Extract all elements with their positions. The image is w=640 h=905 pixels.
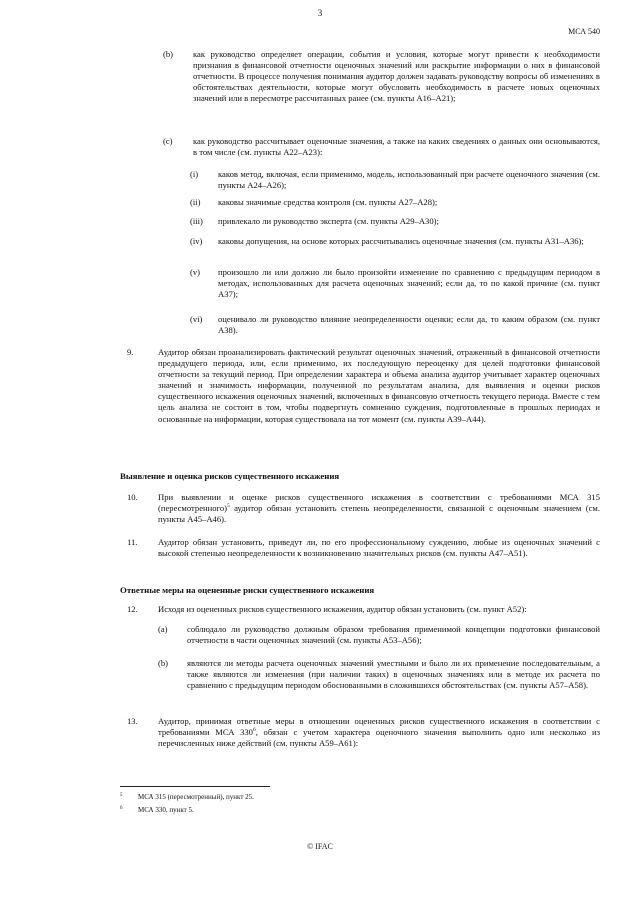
item-c-label: (c): [163, 136, 173, 146]
paragraph-12b-label: (b): [158, 658, 169, 668]
footnote-ref-6[interactable]: 6: [252, 727, 256, 734]
paragraph-12-text: Исходя из оцененных рисков существенного искажения, аудитор обязан установить (см. пункт А52):: [158, 604, 527, 614]
item-c-v-label: (v): [190, 267, 201, 277]
paragraph-9-text: Аудитор обязан проанализировать фактический результат оценочных значений, отраженный в финансовой отчетности предыдущего периода, или, если применимо, их последующую переоценку для целей подготовки финансовой отчетности за текущий период. При определении характера и объема анализа аудитор учитывает характер оценочных значений и значимость информации, полученной по результатам анализа, для выявления и оценки рисков существенного искажения оценочных значений, включенных в финансовую отчетность текущего периода. Вместе с тем цель анализа не состоит в том, чтобы подвергнуть сомнению суждения, подготовленные в прошлых периодах и основанные на информации, которая существовала на тот момент (см. пункты А39–А44).: [158, 347, 600, 424]
item-c-iii-text: привлекало ли руководство эксперта (см. пункты А29–А30);: [218, 216, 439, 226]
item-c-iv-text: каковы допущения, на основе которых рассчитывались оценочные значения (см. пункты А31–А36);: [218, 236, 584, 246]
paragraph-10-text: При выявлении и оценке рисков существенного искажения в соответствии с требованиями МСА 315 (пересмотренного)$^5$ аудитор обязан установить степень неопределенности, связанной с оценочным значением (см. пункты А45–А46).: [158, 492, 600, 525]
item-c-vi-label: (vi): [190, 314, 203, 324]
item-c-text: как руководство рассчитывает оценочные значения, а также на каких сведениях о данных они основываются, в том числе (см. пункты А22–А23):: [193, 136, 600, 158]
item-b-text: как руководство определяет операции, события и условия, которые могут привести к необходимости признания в финансовой отчетности оценочных значений или раскрытие информации о них в финансовой отчетности. В процессе получения понимания аудитор должен задавать руководству вопросы об изменениях в обстоятельствах деятельности, которые могут обусловить необходимость в расчете новых оценочных значений или в пересмотре рассчитанных ранее (см. пункты А16–А21);: [193, 49, 600, 104]
paragraph-13-text: Аудитор, принимая ответные меры в отношении оцененных рисков существенного искажения в соответствии с требованиями МСА $330^6$, обязан с учетом характера оценочного значения выполнить одно или несколько из перечисленных ниже действий (см. пункты А59–А61):: [158, 716, 600, 749]
item-c-iii-label: (iii): [190, 216, 203, 226]
paragraph-11-label: 11.: [127, 537, 138, 547]
item-c-v-text: произошло ли или должно ли было произойти изменение по сравнению с предыдущим периодом в методах, использованных для расчета оценочных значений; если да, то по какой причине (см. пункт А37);: [218, 267, 600, 300]
paragraph-13-label: 13.: [127, 716, 138, 726]
paragraph-10-label: 10.: [127, 492, 138, 502]
footnote-ref-5[interactable]: 5: [226, 503, 230, 510]
paragraph-11-text: Аудитор обязан установить, приведут ли, по его профессиональному суждению, любые из оценочных значений с высокой степенью неопределенности к возникновению значительных рисков (см. пункты А47–А51).: [158, 537, 600, 559]
item-c-ii-text: каковы значимые средства контроля (см. пункты А27–А28);: [218, 197, 438, 207]
item-c-ii-label: (ii): [190, 197, 201, 207]
item-b-label: (b): [163, 49, 174, 59]
paragraph-12b-text: являются ли методы расчета оценочных значений уместными и было ли их применение последовательным, а также являются ли изменения (при наличии таких) в оценочных значениях или в методе их расчета по сравнению с предыдущим периодом обоснованными в сложившихся обстоятельствах (см. пункты А57–А58).: [187, 658, 600, 691]
footnote-separator: [120, 786, 270, 787]
paragraph-12a-label: (a): [158, 624, 168, 634]
item-c-vi-text: оценивало ли руководство влияние неопределенности оценки; если да, то каким образом (см. пункт А38).: [218, 314, 600, 336]
item-c-iv-label: (iv): [190, 236, 203, 246]
document-reference: МСА 540: [568, 27, 600, 36]
page-footer-copyright: © IFAC: [307, 842, 333, 851]
page-number: 3: [317, 8, 323, 18]
paragraph-9-label: 9.: [127, 347, 134, 357]
paragraph-12a-text: соблюдало ли руководство должным образом требования применимой концепции подготовки финансовой отчетности в части оценочных значений (см. пункты А53–А56);: [187, 624, 600, 646]
paragraph-12-label: 12.: [127, 604, 138, 614]
section-heading-responses: Ответные меры на оцененные риски существенного искажения: [120, 585, 375, 595]
section-heading-risk-identification: Выявление и оценка рисков существенного искажения: [120, 471, 340, 481]
item-c-i-label: (i): [190, 169, 199, 179]
item-c-i-text: каков метод, включая, если применимо, модель, использованный при расчете оценочного значения (см. пункты А24–А26);: [218, 169, 600, 191]
